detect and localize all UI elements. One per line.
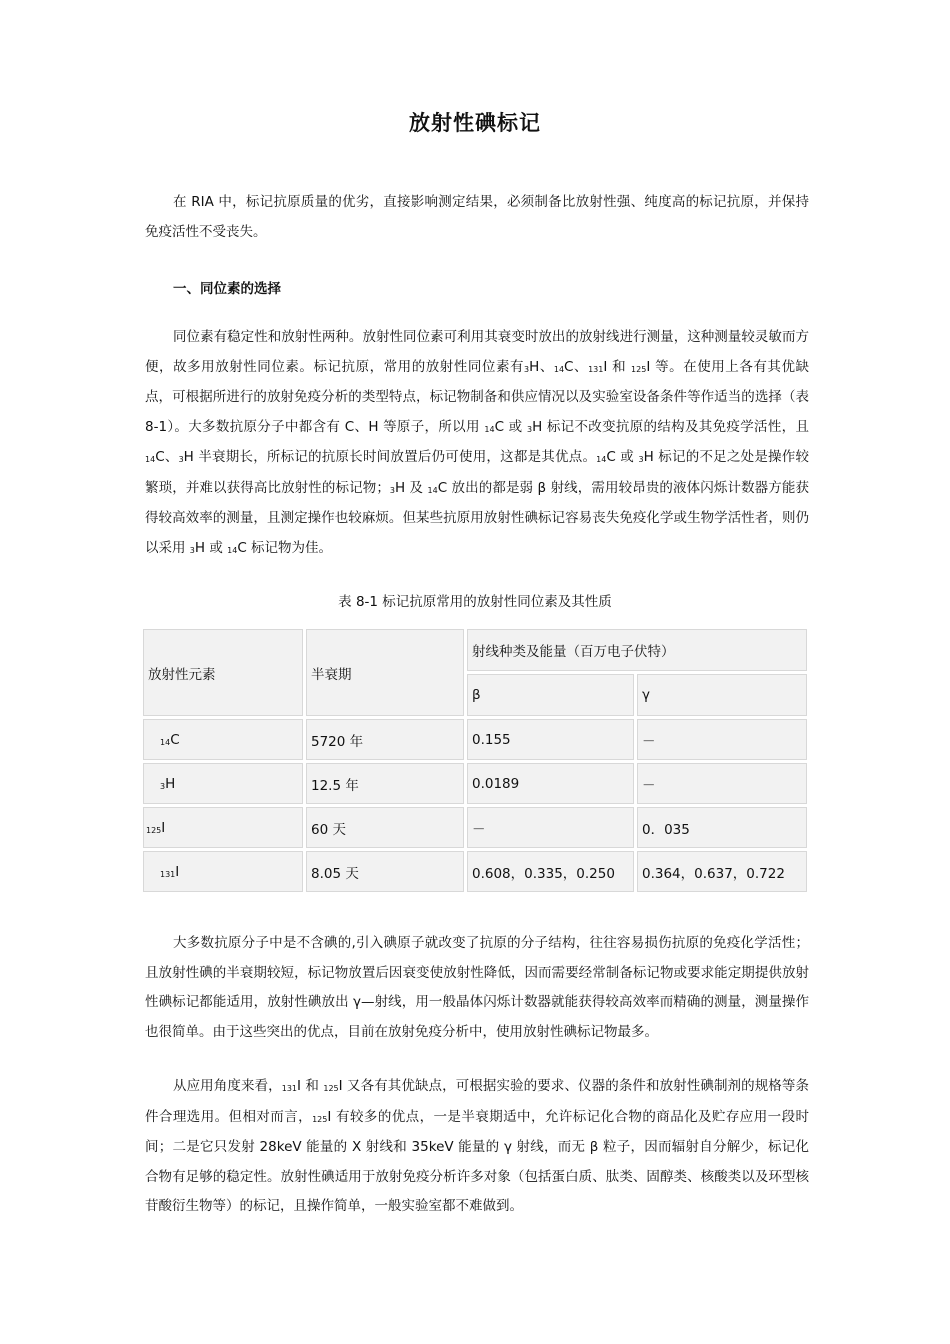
iodine-paragraph: 大多数抗原分子中是不含碘的,引入碘原子就改变了抗原的分子结构，往往容易损伤抗原的免疫化学活性；且放射性碘的半衰期较短，标记物放置后因衰变使放射性降低，因而需要经常制备标记物或要求能定期提供放射性碘标记都能适用，放射性碘放出 γ—射线，用一般晶体闪烁计数器就能获得较高效率而精确的测量，测量操作也很简单。由于这些突出的优点，目前在放射免疫分析中，使用放射性碘标记物最多。 [145, 935, 809, 1040]
beta-cell: 0.0189 [467, 763, 634, 804]
half-life-cell: 60 天 [306, 807, 464, 848]
isotope-table [140, 626, 810, 895]
gamma-cell: － [637, 763, 807, 804]
half-life-cell: 5720 年 [306, 719, 464, 760]
beta-cell: 0.155 [467, 719, 634, 760]
element-cell: $_3$H [143, 763, 303, 804]
section-heading-isotope-selection: 一、同位素的选择 [173, 281, 281, 297]
table-caption: 表 8-1 标记抗原常用的放射性同位素及其性质 [338, 594, 612, 610]
element-cell: $_{14}$C [143, 719, 303, 760]
beta-cell: 0.608，0.335，0.250 [467, 851, 634, 892]
header-element: 放射性元素 [143, 629, 303, 716]
table-row [143, 807, 807, 848]
header-energy: 射线种类及能量（百万电子伏特） [467, 629, 807, 671]
header-gamma: γ [637, 674, 807, 716]
half-life-cell: 8.05 天 [306, 851, 464, 892]
application-paragraph: 从应用角度来看，$_{131}$I 和 $_{125}$I 又各有其优缺点，可根据实验的要求、仪器的条件和放射性碘制剂的规格等条件合理选用。但相对而言，$_{125}$I 有较多的优点，一是半衰期适中，允许标记化合物的商品化及贮存应用一段时间；二是它只发射 28keV 能量的 X 射线和 35keV 能量的 γ 射线，而无 β 粒子，因而辐射自分解少，标记化合物有足够的稳定性。放射性碘适用于放射免疫分析许多对象（包括蛋白质、肽类、固醇类、核酸类以及环型核苷酸衍生物等）的标记，且操作简单，一般实验室都不难做到。 [145, 1078, 809, 1214]
header-half-life: 半衰期 [306, 629, 464, 716]
table-header-row [143, 629, 807, 671]
isotope-paragraph: 同位素有稳定性和放射性两种。放射性同位素可利用其衰变时放出的放射线进行测量，这种测量较灵敏而方便，故多用放射性同位素。标记抗原，常用的放射性同位素有$_3$H、$_{14}$C、$_{131}$I 和 $_{125}$I 等。在使用上各有其优缺点，可根据所进行的放射免疫分析的类型特点，标记物制备和供应情况以及实验室设备条件等作适当的选择（表 8-1）。大多数抗原分子中都含有 C、H 等原子，所以用 $_{14}$C 或 $_3$H 标记不改变抗原的结构及其免疫学活性，且 $_{14}$C、$_3$H 半衰期长，所标记的抗原长时间放置后仍可使用，这都是其优点。$_{14}$C 或 $_3$H 标记的不足之处是操作较繁琐，并难以获得高比放射性的标记物；$_3$H 及 $_{14}$C 放出的都是弱 β 射线，需用较昂贵的液体闪烁计数器方能获得较高效率的测量，且测定操作也较麻烦。但某些抗原用放射性碘标记容易丧失免疫化学或生物学活性者，则仍以采用 $_3$H 或 $_{14}$C 标记物为佳。 [145, 329, 810, 556]
beta-cell: － [467, 807, 634, 848]
gamma-cell: 0．035 [637, 807, 807, 848]
table-row [143, 719, 807, 760]
element-cell: $_{131}$I [143, 851, 303, 892]
gamma-cell: － [637, 719, 807, 760]
half-life-cell: 12.5 年 [306, 763, 464, 804]
gamma-cell: 0.364，0.637，0.722 [637, 851, 807, 892]
element-cell: $_{125}$I [143, 807, 303, 848]
table-row [143, 851, 807, 892]
header-beta: β [467, 674, 634, 716]
intro-paragraph: 在 RIA 中，标记抗原质量的优劣，直接影响测定结果，必须制备比放射性强、纯度高的标记抗原，并保持免疫活性不受丧失。 [145, 194, 809, 240]
document-title: 放射性碘标记 [409, 111, 541, 135]
table-row [143, 763, 807, 804]
